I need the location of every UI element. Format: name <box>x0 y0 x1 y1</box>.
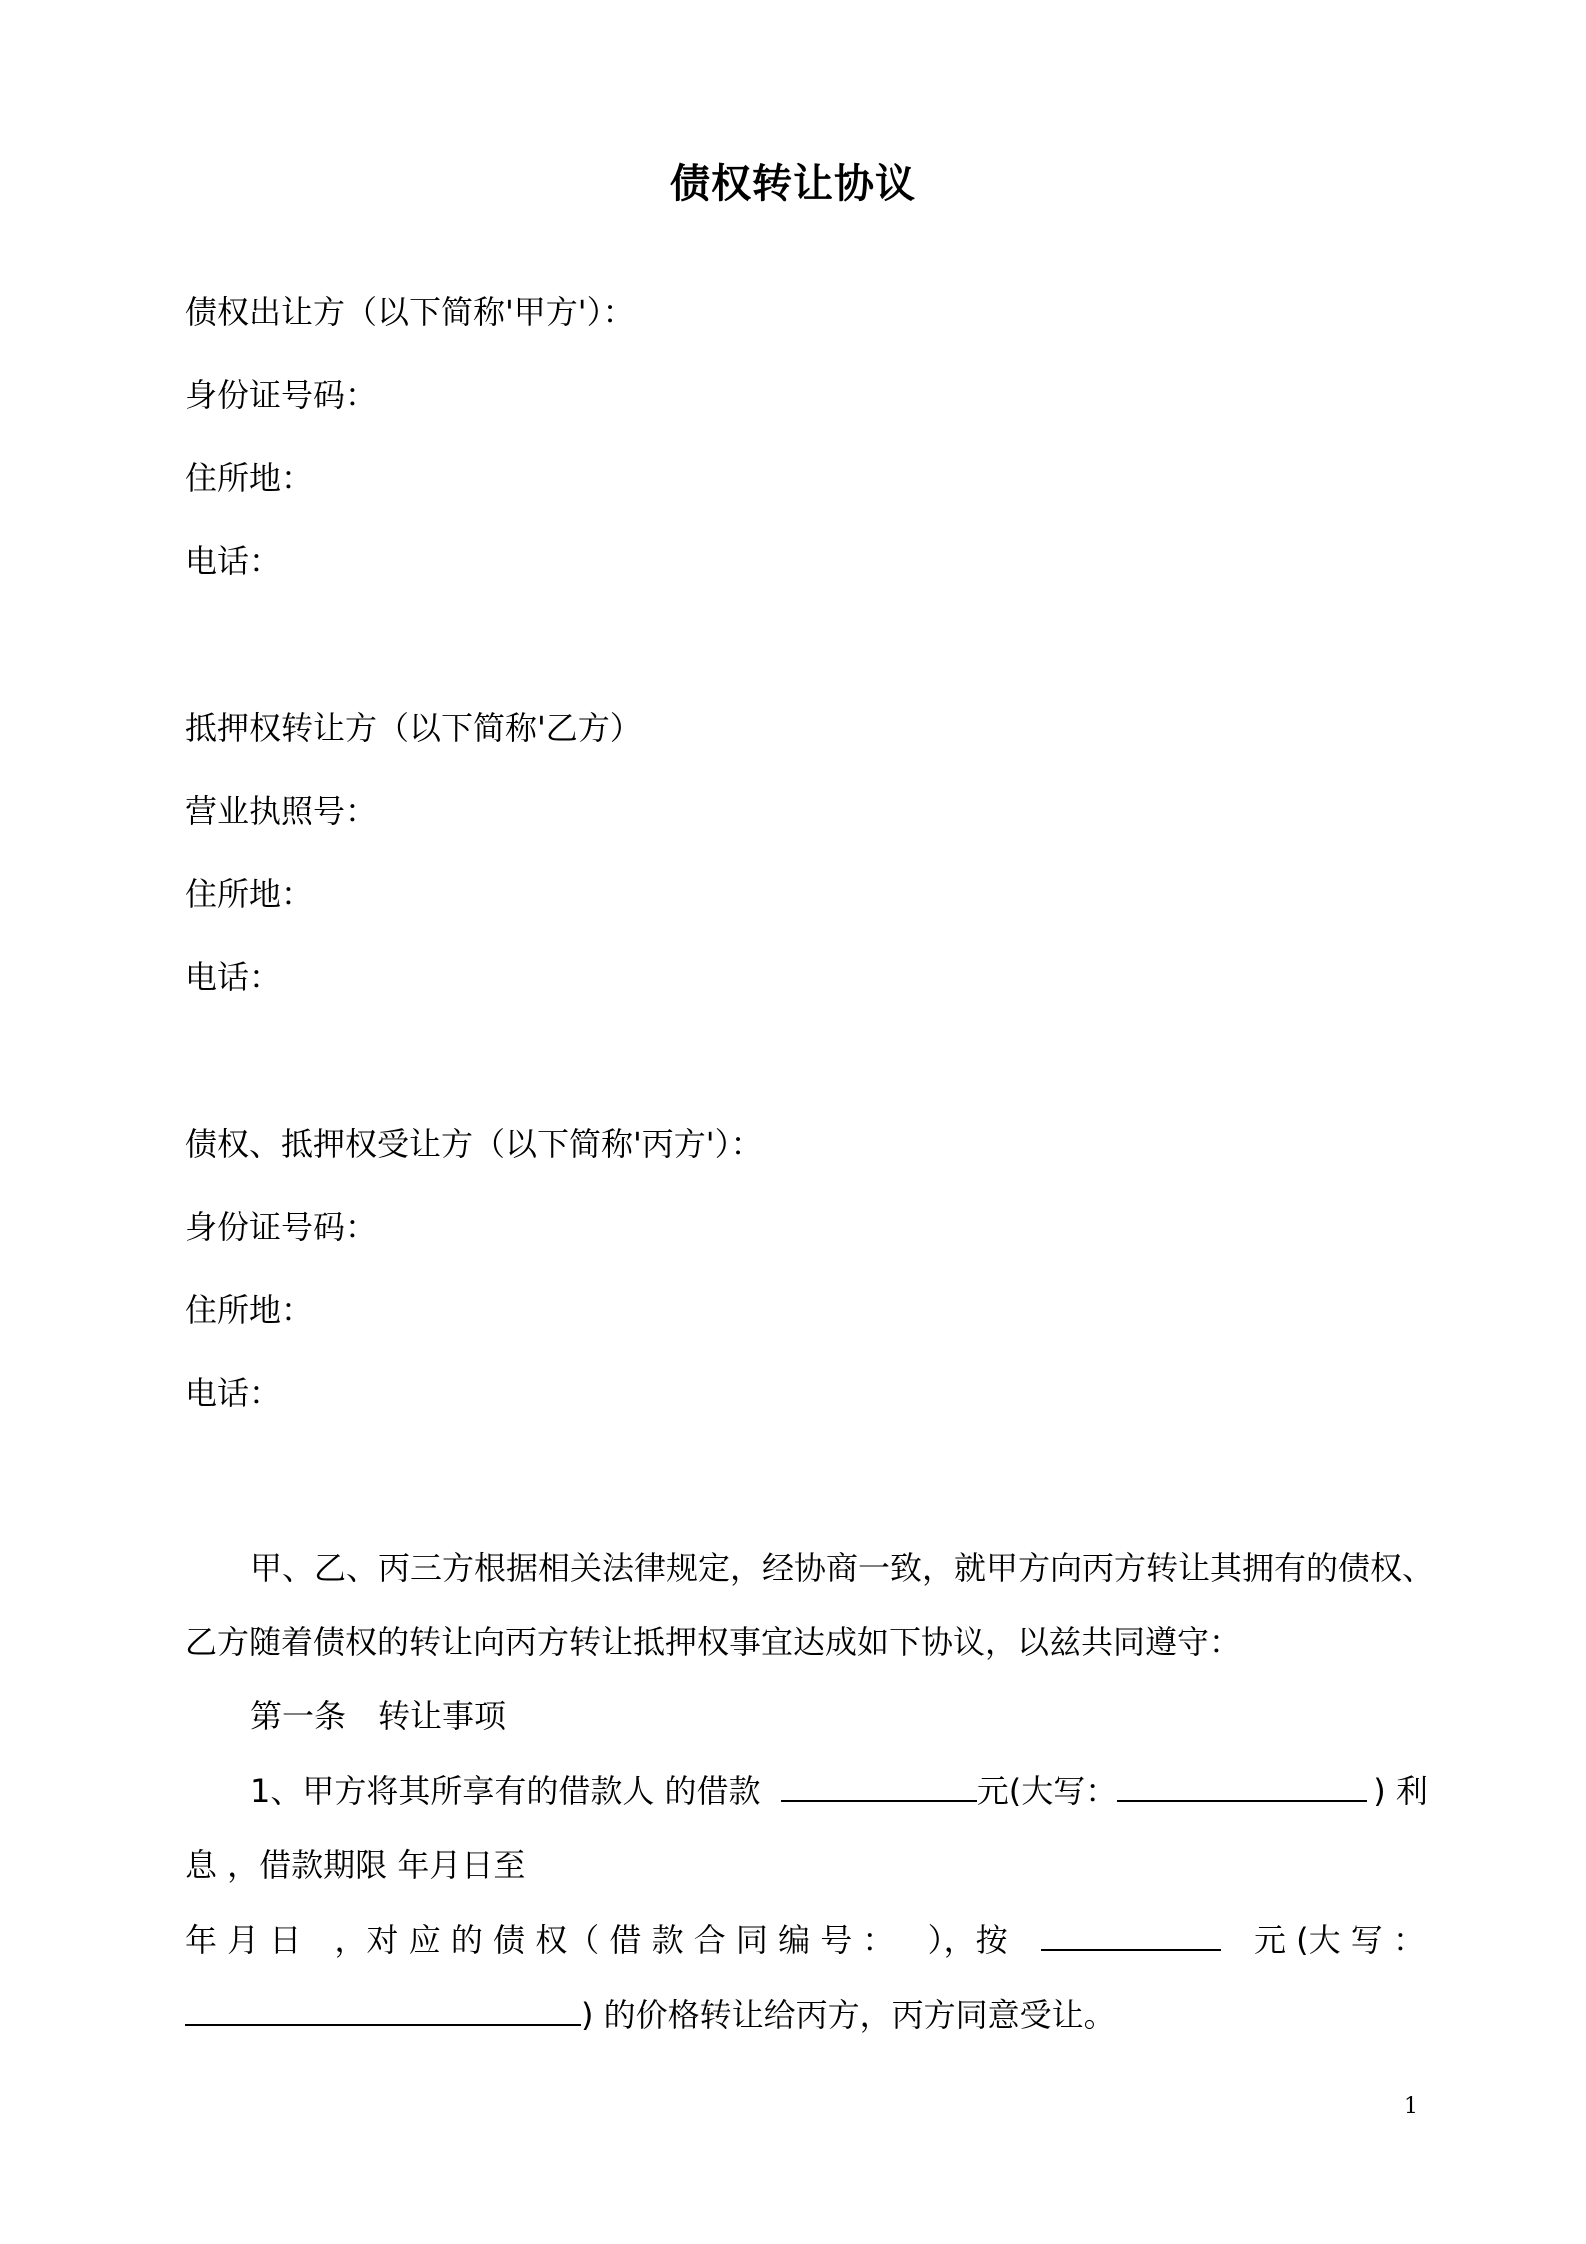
price-words-label: 元 (大 写 ： <box>1253 1921 1425 1959</box>
party-c-address-label: 住所地： <box>185 1291 314 1329</box>
article-1-heading: 第一条 转让事项 <box>250 1697 507 1735</box>
document-title: 债权转让协议 <box>670 161 916 207</box>
party-a-address-label: 住所地： <box>185 459 314 497</box>
article-1-clause-1-line-2: 息 ，借款期限 年月日至 <box>185 1846 526 1884</box>
clause-1-yuan-label: 元(大写： <box>976 1772 1118 1810</box>
article-1-clause-1-line-1 <box>250 1769 1428 1813</box>
amount-blank <box>781 1770 977 1802</box>
party-b-license-label: 营业执照号： <box>185 792 378 830</box>
party-a-heading: 债权出让方（以下简称'甲方'）： <box>185 293 635 331</box>
clause-1-ending: ) 的价格转让给丙方，丙方同意受让。 <box>581 1996 1116 2034</box>
clause-1-text: 1、甲方将其所享有的借款人 的借款 <box>250 1772 761 1810</box>
party-b-heading: 抵押权转让方（以下简称'乙方） <box>185 709 642 747</box>
party-a-phone-label: 电话： <box>185 542 282 580</box>
contract-number-label: ，对 应 的 债 权（ 借 款 合 同 编 号 ： <box>334 1921 895 1959</box>
article-1-clause-1-line-4 <box>185 1993 1116 2037</box>
article-1-clause-1-line-3 <box>185 1918 1425 1962</box>
party-b-phone-label: 电话： <box>185 958 282 996</box>
party-c-heading: 债权、抵押权受让方（以下简称'丙方'）： <box>185 1125 763 1163</box>
party-a-id-label: 身份证号码： <box>185 376 378 414</box>
price-label: ），按 <box>927 1921 1008 1959</box>
page-number: 1 <box>1404 2094 1418 2119</box>
preamble-line-1: 甲、乙、丙三方根据相关法律规定，经协商一致，就甲方向丙方转让其拥有的债权、 <box>250 1549 1435 1587</box>
party-c-phone-label: 电话： <box>185 1374 282 1412</box>
date-label: 年 月 日 <box>185 1921 302 1959</box>
party-b-address-label: 住所地： <box>185 875 314 913</box>
clause-1-close: ) 利 <box>1373 1772 1428 1810</box>
party-c-id-label: 身份证号码： <box>185 1208 378 1246</box>
amount-words-blank <box>1117 1770 1367 1802</box>
preamble-line-2: 乙方随着债权的转让向丙方转让抵押权事宜达成如下协议，以兹共同遵守： <box>185 1623 1242 1661</box>
price-blank <box>1041 1919 1221 1951</box>
price-words-blank <box>185 1994 581 2026</box>
